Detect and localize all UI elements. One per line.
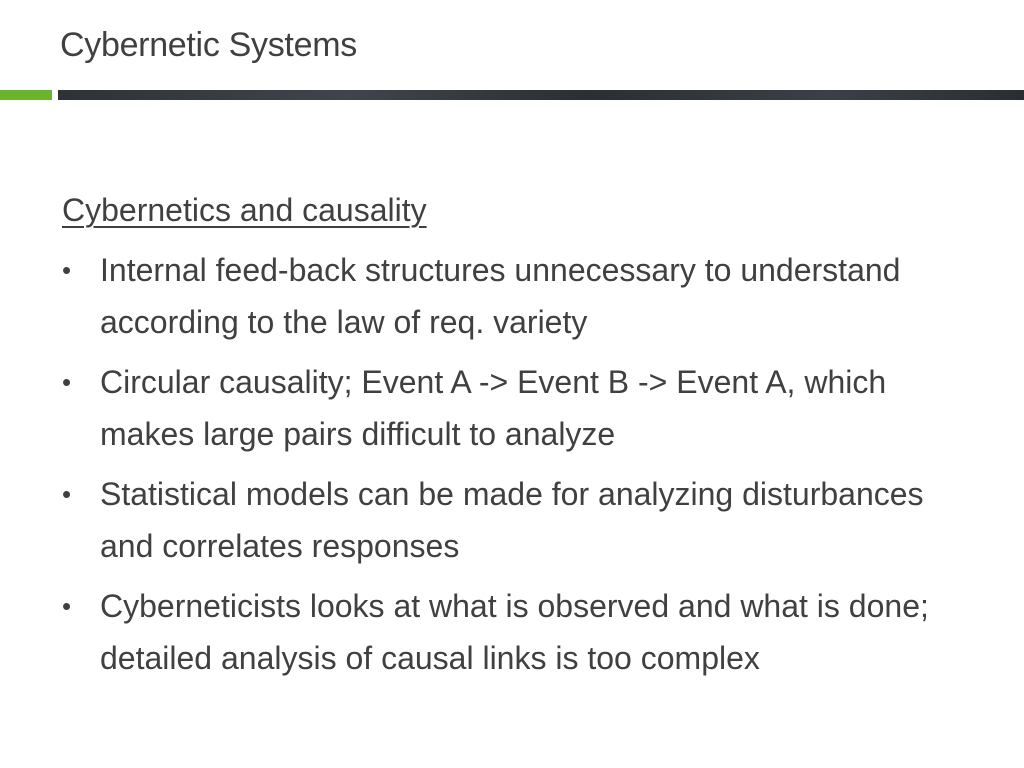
bullet-list <box>62 244 942 684</box>
bullet-text: Statistical models can be made for analyzing disturbances and correlates responses <box>100 476 924 564</box>
section-subheading: Cybernetics and causality <box>62 192 427 228</box>
bullet-item <box>62 356 942 460</box>
bullet-item <box>62 468 942 572</box>
bullet-icon: • <box>62 255 72 285</box>
bullet-icon: • <box>62 367 72 397</box>
slide-title: Cybernetic Systems <box>60 26 357 64</box>
bullet-icon: • <box>62 479 72 509</box>
bullet-text: Internal feed-back structures unnecessary to understand according to the law of req. variety <box>100 252 901 340</box>
slide-body <box>62 184 942 692</box>
bullet-text: Cyberneticists looks at what is observed and what is done; detailed analysis of causal links is too complex <box>100 588 929 676</box>
bullet-item <box>62 244 942 348</box>
bullet-text: Circular causality; Event A -> Event B -> Event A, which makes large pairs difficult to analyze <box>100 364 887 452</box>
bullet-item <box>62 580 942 684</box>
bullet-icon: • <box>62 591 72 621</box>
title-divider-bar <box>58 90 1024 100</box>
title-accent-green <box>0 90 52 100</box>
